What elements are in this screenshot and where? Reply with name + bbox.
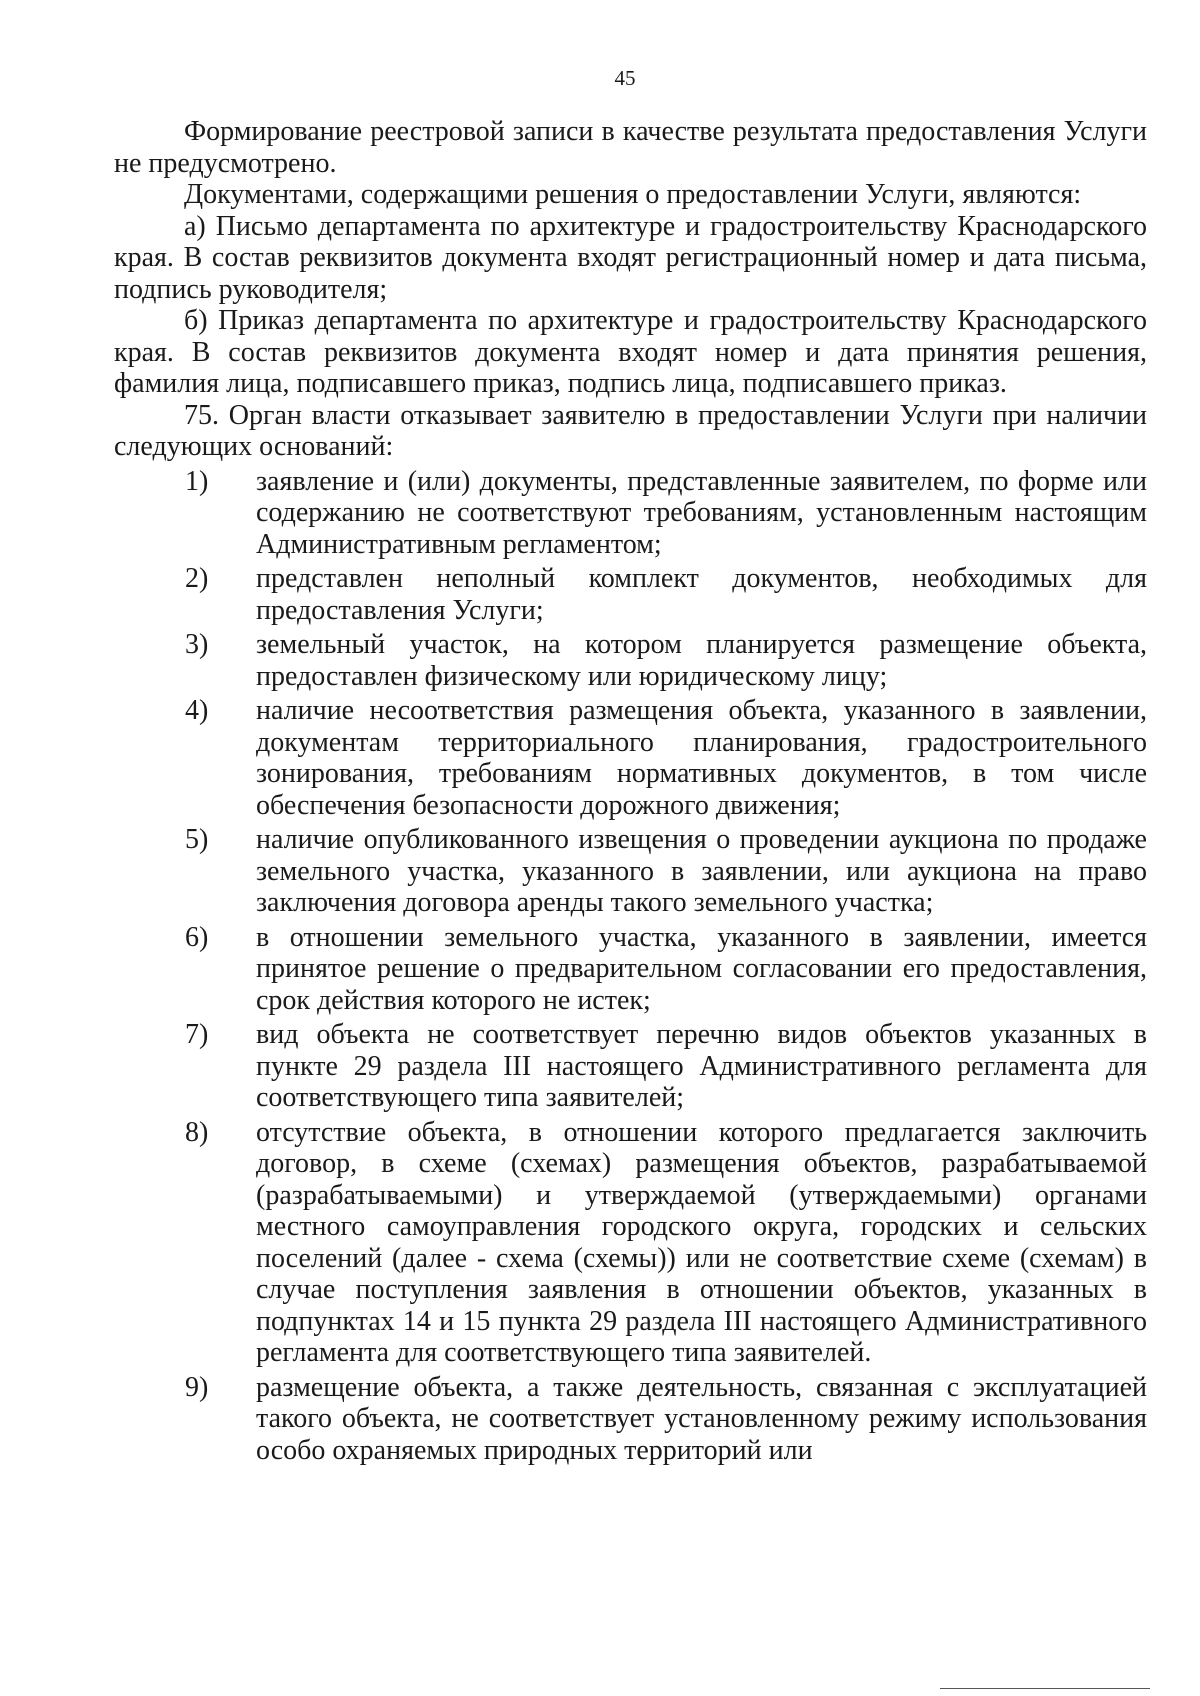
list-item-number: 5)	[185, 824, 209, 855]
paragraph-letter: а) Письмо департамента по архитектуре и градостроительству Краснодарского края. В состав реквизитов документа входят регистрационный номер и дата письма, подпись руководителя;	[114, 210, 1147, 305]
list-item-text: заявление и (или) документы, представленные заявителем, по форме или содержанию не соответствуют требованиям, установленным настоящим Административным регламентом;	[256, 465, 1147, 560]
list-item-text: размещение объекта, а также деятельность, связанная с эксплуатацией такого объекта, не соответствует установленному режиму использования особо охраняемых природных территорий или	[256, 1371, 1147, 1466]
list-item	[114, 466, 1147, 561]
list-item	[114, 629, 1147, 692]
list-item	[114, 1117, 1147, 1369]
list-item	[114, 922, 1147, 1017]
list-item-number: 2)	[185, 563, 209, 594]
refusal-grounds-list	[114, 466, 1147, 1467]
list-item-number: 3)	[185, 629, 209, 660]
list-item-number: 8)	[185, 1116, 209, 1148]
paragraph-registry-record: Формирование реестровой записи в качестве результата предоставления Услуги не предусмотрено.	[114, 116, 1147, 179]
page-number: 45	[614, 66, 636, 90]
list-item	[114, 563, 1147, 626]
document-body	[114, 116, 1147, 1466]
list-item-number: 6)	[185, 921, 209, 953]
list-item	[114, 824, 1147, 919]
paragraph-order: б) Приказ департамента по архитектуре и градостроительству Краснодарского края. В состав реквизитов документа входят номер и дата принятия решения, фамилия лица, подписавшего приказ, подпись лица, подписавшего приказ.	[114, 305, 1147, 399]
paragraph-decision-documents: Документами, содержащими решения о предоставлении Услуги, являются:	[184, 179, 1082, 210]
list-item	[114, 695, 1147, 821]
footer-divider	[940, 1688, 1150, 1689]
list-item-number: 9)	[185, 1371, 209, 1403]
list-item-text: земельный участок, на котором планируется размещение объекта, предоставлен физическому или юридическому лицу;	[256, 629, 1147, 692]
list-item-number: 7)	[185, 1019, 209, 1050]
list-item-text: наличие несоответствия размещения объекта, указанного в заявлении, документам территориального планирования, градостроительного зонирования, требованиям нормативных документов, в том числе обеспечения безопасности дорожного движения;	[256, 695, 1147, 821]
list-item-text: в отношении земельного участка, указанного в заявлении, имеется принятое решение о предварительном согласовании его предоставления, срок действия которого не истек;	[256, 921, 1147, 1016]
list-item-text: наличие опубликованного извещения о проведении аукциона по продаже земельного участка, указанного в заявлении, или аукциона на право заключения договора аренды такого земельного участка;	[256, 824, 1147, 918]
list-item-text: представлен неполный комплект документов, необходимых для предоставления Услуги;	[256, 563, 1147, 626]
list-item	[114, 1372, 1147, 1467]
list-item	[114, 1019, 1147, 1114]
paragraph-refusal-grounds: 75. Орган власти отказывает заявителю в предоставлении Услуги при наличии следующих оснований:	[114, 399, 1147, 462]
list-item-number: 1)	[185, 465, 209, 497]
list-item-number: 4)	[185, 695, 209, 726]
list-item-text: отсутствие объекта, в отношении которого предлагается заключить договор, в схеме (схемах) размещения объектов, разрабатываемой (разрабатываемыми) и утверждаемой (утверждаемыми) органами местного самоуправления городского округа, городских и сельских поселений (далее - схема (схемы)) или не соответствие схеме (схемам) в случае поступления заявления в отношении объектов, указанных в подпунктах 14 и 15 пункта 29 раздела III настоящего Административного регламента для соответствующего типа заявителей.	[256, 1116, 1147, 1368]
list-item-text: вид объекта не соответствует перечню видов объектов указанных в пункте 29 раздела III настоящего Административного регламента для соответствующего типа заявителей;	[256, 1019, 1147, 1113]
